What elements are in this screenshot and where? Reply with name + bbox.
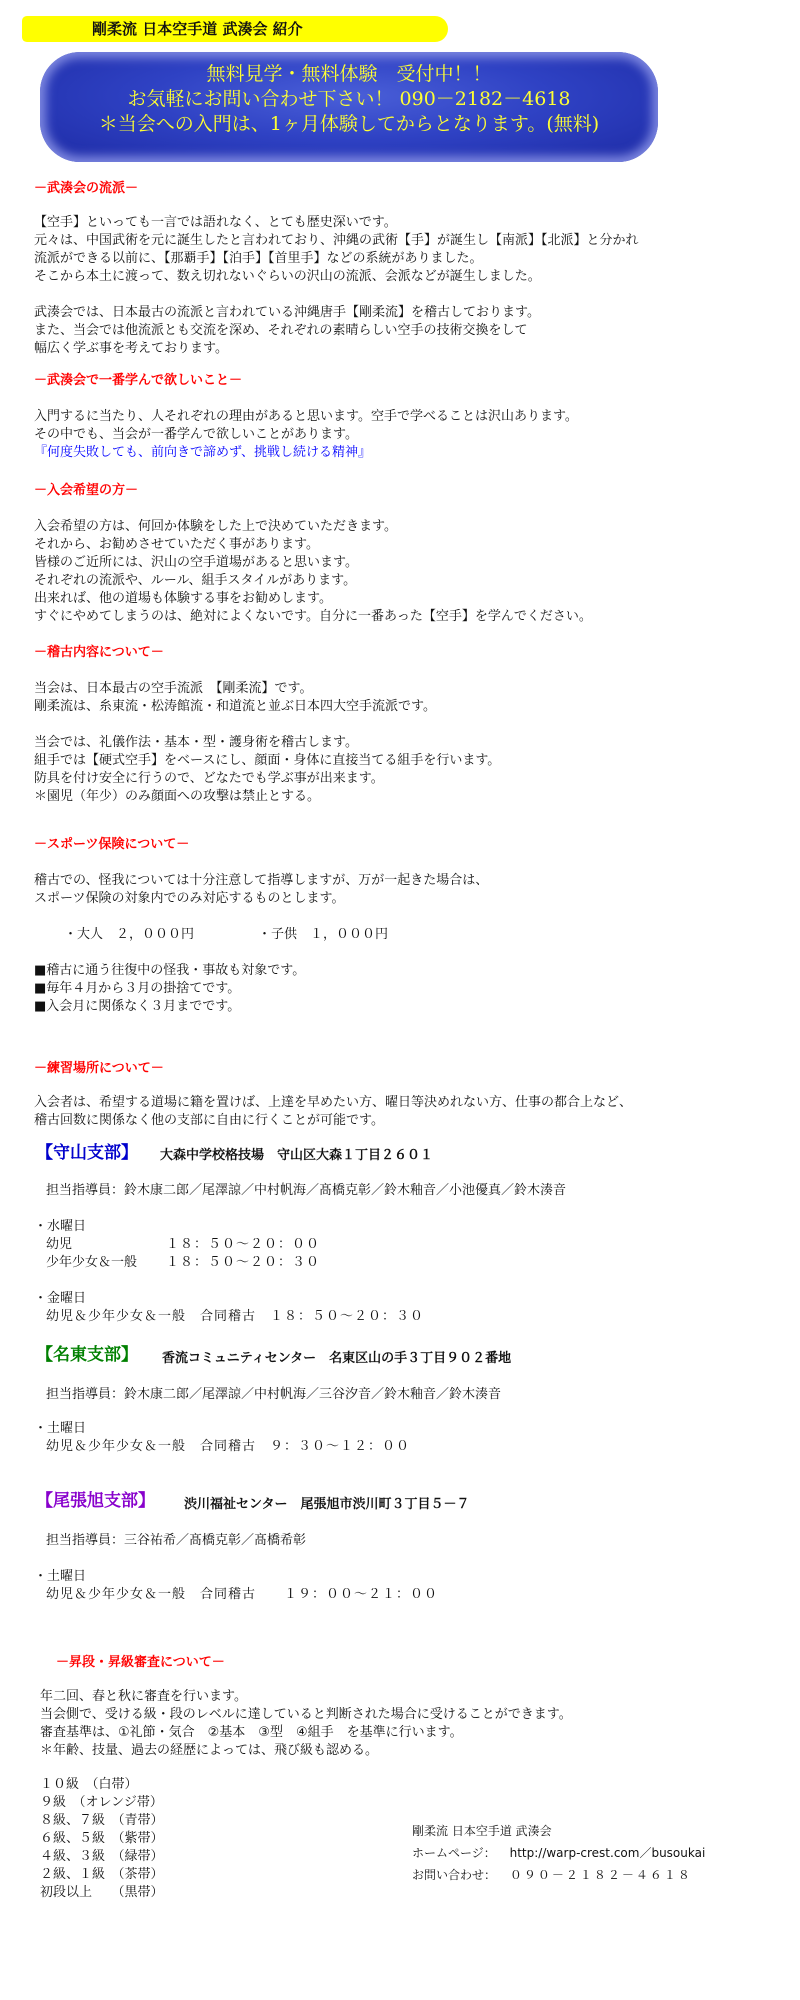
branch-day-owari-asahi: ・土曜日	[34, 1569, 87, 1584]
text-line: ■稽古に通う往復中の怪我・事故も対象です。	[34, 963, 306, 978]
branch-name-meito: 【名東支部】	[36, 1345, 138, 1365]
insurance-child-fee: ・子供 １，０００円	[258, 927, 389, 942]
text-line: 防具を付け安全に行うので、どなたでも学ぶ事が出来ます。	[34, 771, 384, 786]
text-line: ＊園児（年少）のみ顔面への攻撃は禁止とする。	[34, 789, 321, 804]
insurance-notes	[34, 962, 305, 1016]
branch-day-moriyama-wed: ・水曜日	[34, 1219, 87, 1234]
branch-name-owari-asahi: 【尾張旭支部】	[36, 1491, 155, 1511]
schedule-label: 幼児	[46, 1237, 73, 1252]
banner-line-1: 無料見学・無料体験 受付中！！	[206, 63, 492, 85]
rank-item: ２級、１級 （茶帯）	[40, 1867, 164, 1882]
insurance-adult-fee: ・大人 ２，０００円	[64, 927, 195, 942]
branch-location-moriyama: 大森中学校格技場 守山区大森１丁目２６０１	[160, 1148, 434, 1163]
section-heading-exam: －昇段・昇級審査について－	[56, 1655, 225, 1670]
text-line: それぞれの流派や、ルール、組手スタイルがあります。	[34, 573, 357, 588]
branch-name-moriyama: 【守山支部】	[36, 1143, 138, 1163]
section-heading-insurance: －スポーツ保険について－	[34, 837, 190, 852]
text-line: 当会では、礼儀作法・基本・型・護身術を稽古します。	[34, 735, 358, 750]
text-line: 流派ができる以前に、【那覇手】【泊手】【首里手】などの系統がありました。	[34, 251, 483, 266]
text-line: スポーツ保険の対象内でのみ対応するものとします。	[34, 891, 345, 906]
text-line: 稽古での、怪我については十分注意して指導しますが、万が一起きた場合は、	[34, 873, 489, 888]
rank-item: ６級、５級 （紫帯）	[40, 1831, 164, 1846]
text-line: また、当会では他流派とも交流を深め、それぞれの素晴らしい空手の技術交換をして	[34, 323, 528, 338]
text-line: 武湊会では、日本最古の流派と言われている沖縄唐手【剛柔流】を稽古しております。	[34, 305, 540, 320]
text-line: 【空手】といっても一言では語れなく、とても歴史深いです。	[34, 215, 397, 230]
footer-contact	[412, 1822, 705, 1888]
join-paragraph	[34, 518, 592, 626]
text-line: そこから本土に渡って、数え切れないぐらいの沢山の流派、会派などが誕生しました。	[34, 269, 541, 284]
text-line: すぐにやめてしまうのは、絶対によくないです。自分に一番あった【空手】を学んでください。	[34, 609, 592, 624]
practice-paragraph-2	[34, 734, 500, 806]
text-line: 幅広く学ぶ事を考えております。	[34, 341, 228, 356]
rank-list	[40, 1776, 164, 1902]
banner-line-2: お気軽にお問い合わせ下さい！ 090－2182－4618	[127, 88, 571, 110]
text-line: 入会希望の方は、何回か体験をした上で決めていただきます。	[34, 519, 397, 534]
text-line: 剛柔流は、糸東流・松涛館流・和道流と並ぶ日本四大空手流派です。	[34, 699, 436, 714]
branch-instructors-owari-asahi: 担当指導員：三谷祐希／髙橋克彰／髙橋希彰	[46, 1533, 307, 1548]
text-line: ＊年齢、技量、過去の経歴によっては、飛び級も認める。	[40, 1743, 379, 1758]
rank-item: １０級 （白帯）	[40, 1777, 138, 1792]
section-heading-places: －練習場所について－	[34, 1061, 164, 1076]
lineage-paragraph-1	[34, 214, 639, 286]
branch-instructors-meito: 担当指導員：鈴木康二郎／尾澤諒／中村帆海／三谷汐音／鈴木釉音／鈴木湊音	[46, 1387, 502, 1402]
page-title: 剛柔流 日本空手道 武湊会 紹介	[22, 16, 448, 42]
learn-paragraph	[34, 408, 578, 462]
text-line: 元々は、中国武術を元に誕生したと言われており、沖縄の武術【手】が誕生し【南派】【北派】と分かれ	[34, 233, 639, 248]
text-line: ■入会月に関係なく３月までです。	[34, 999, 241, 1014]
text-line: 皆様のご近所には、沢山の空手道場があると思います。	[34, 555, 358, 570]
schedule-line: 幼児＆少年少女＆一般 合同稽古 １８：５０～２０：３０	[46, 1309, 425, 1324]
text-line: 入会者は、希望する道場に籍を置けば、上達を早めたい方、曜日等決めれない方、仕事の都合上など、	[34, 1095, 633, 1110]
schedule-line: 幼児＆少年少女＆一般 合同稽古 １９：００～２１：００	[46, 1587, 439, 1602]
section-heading-practice: －稽古内容について－	[34, 645, 164, 660]
homepage-link[interactable]: http://warp-crest.com／busoukai	[509, 1846, 706, 1860]
text-line: それから、お勧めさせていただく事があります。	[34, 537, 319, 552]
branch-day-moriyama-fri: ・金曜日	[34, 1291, 87, 1306]
branch-day-meito: ・土曜日	[34, 1421, 87, 1436]
text-line: 出来れば、他の道場も体験する事をお勧めします。	[34, 591, 332, 606]
text-line: 当会側で、受ける級・段のレベルに達していると判断された場合に受けることができます。	[40, 1707, 572, 1722]
banner-line-3: ＊当会への入門は、1ヶ月体験してからとなります。(無料)	[98, 113, 600, 135]
rank-item: 初段以上 （黒帯）	[40, 1885, 164, 1900]
promo-banner	[40, 52, 658, 162]
lineage-paragraph-2	[34, 304, 540, 358]
text-line: ■毎年４月から３月の掛捨てです。	[34, 981, 241, 996]
footer-inquiry	[412, 1866, 705, 1888]
footer-homepage	[412, 1844, 705, 1866]
footer-inquiry-label: お問い合わせ：	[412, 1868, 497, 1882]
practice-paragraph-1	[34, 680, 436, 716]
motto-text: 『何度失敗しても、前向きで諦めず、挑戦し続ける精神』	[34, 445, 371, 460]
schedule-line: 幼児＆少年少女＆一般 合同稽古 ９：３０～１２：００	[46, 1439, 411, 1454]
exam-paragraph	[40, 1688, 572, 1760]
text-line: 入門するに当たり、人それぞれの理由があると思います。空手で学べることは沢山あります。	[34, 409, 578, 424]
rank-item: ８級、７級 （青帯）	[40, 1813, 164, 1828]
insurance-paragraph	[34, 872, 488, 908]
footer-org: 剛柔流 日本空手道 武湊会	[412, 1824, 552, 1838]
section-heading-learn: －武湊会で一番学んで欲しいこと－	[34, 373, 243, 388]
rank-item: ９級 （オレンジ帯）	[40, 1795, 163, 1810]
schedule-time: １８：５０～２０：３０	[166, 1255, 321, 1270]
text-line: 組手では【硬式空手】をベースにし、顔面・身体に直接当てる組手を行います。	[34, 753, 501, 768]
places-paragraph	[34, 1094, 632, 1130]
branch-location-meito: 香流コミュニティセンター 名東区山の手３丁目９０２番地	[162, 1351, 512, 1366]
branch-location-owari-asahi: 渋川福祉センター 尾張旭市渋川町３丁目５－７	[184, 1497, 470, 1512]
section-heading-join: －入会希望の方－	[34, 483, 139, 498]
text-line: 審査基準は、①礼節・気合 ②基本 ③型 ④組手 を基準に行います。	[40, 1725, 463, 1740]
rank-item: ４級、３級 （緑帯）	[40, 1849, 164, 1864]
text-line: 稽古回数に関係なく他の支部に自由に行くことが可能です。	[34, 1113, 384, 1128]
phone-number[interactable]: ０９０－２１８２－４６１８	[509, 1868, 692, 1882]
schedule-time: １８：５０～２０：００	[166, 1237, 321, 1252]
text-line: その中でも、当会が一番学んで欲しいことがあります。	[34, 427, 358, 442]
schedule-label: 少年少女＆一般	[46, 1255, 138, 1270]
branch-instructors-moriyama: 担当指導員：鈴木康二郎／尾澤諒／中村帆海／髙橋克彰／鈴木釉音／小池優真／鈴木湊音	[46, 1183, 567, 1198]
footer-homepage-label: ホームページ：	[412, 1846, 496, 1860]
text-line: 当会は、日本最古の空手流派 【剛柔流】です。	[34, 681, 313, 696]
section-heading-lineage: －武湊会の流派－	[34, 181, 139, 196]
text-line: 年二回、春と秋に審査を行います。	[40, 1689, 247, 1704]
